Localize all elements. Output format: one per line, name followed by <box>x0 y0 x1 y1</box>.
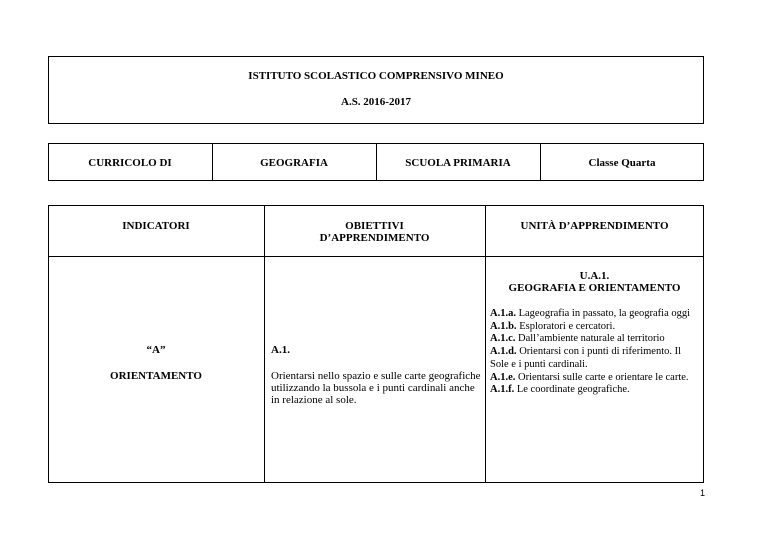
ua-item-code: A.1.f. <box>490 384 515 396</box>
curriculum-cell-school: SCUOLA PRIMARIA <box>405 157 511 169</box>
list-item <box>490 333 695 346</box>
ua-item-text: Orientarsi con i punti di riferimento. Il Sole e i punti cardinali. <box>490 346 682 370</box>
ua-item-code: A.1.b. <box>490 320 517 332</box>
ua-code: U.A.1. <box>579 270 610 282</box>
ua-item-text: Lageografia in passato, la geografia oggi <box>515 308 691 319</box>
ua-item-code: A.1.e. <box>490 371 516 383</box>
curriculum-cell-curricolo: CURRICOLO DI <box>88 157 172 169</box>
objective-text-line: Orientarsi nello spazio e sulle carte geografiche <box>271 370 481 382</box>
header-box <box>48 56 704 124</box>
ua-item-text: Dall’ambiente naturale al territorio <box>515 333 665 345</box>
table-divider <box>264 205 265 483</box>
ua-item-code: A.1.a. <box>490 308 516 319</box>
table-divider <box>485 205 486 483</box>
indicator-code: “A” <box>146 344 166 356</box>
header-obiettivi-line2: D’APPRENDIMENTO <box>319 232 430 244</box>
ua-item-code: A.1.c. <box>490 333 516 345</box>
list-item <box>490 346 695 371</box>
objective-text-line: in relazione al sole. <box>271 394 357 406</box>
header-indicatori: INDICATORI <box>122 220 190 232</box>
objective-text-line: utilizzando la bussola e i punti cardinali anche <box>271 382 475 394</box>
ua-item-code: A.1.d. <box>490 346 517 358</box>
list-item <box>490 308 695 321</box>
curriculum-cell-subject: GEOGRAFIA <box>260 157 328 169</box>
indicator-name: ORIENTAMENTO <box>110 370 202 382</box>
objective-code: A.1. <box>271 344 290 356</box>
header-unita: UNITÀ D’APPRENDIMENTO <box>520 220 669 232</box>
ua-items-list <box>490 308 695 397</box>
ua-item-text: Esploratori e cercatori. <box>516 320 616 332</box>
ua-item-text: Le coordinate geografiche. <box>514 384 630 396</box>
table-header-divider <box>48 256 704 257</box>
ua-title: GEOGRAFIA E ORIENTAMENTO <box>508 282 681 294</box>
school-name: ISTITUTO SCOLASTICO COMPRENSIVO MINEO <box>248 70 504 82</box>
list-item <box>490 372 695 385</box>
curriculum-cell-class: Classe Quarta <box>588 157 656 169</box>
page-number: 1 <box>700 488 706 498</box>
header-obiettivi-line1: OBIETTIVI <box>345 220 404 232</box>
ua-item-text: Orientarsi sulle carte e orientare le carte. <box>515 371 689 383</box>
list-item <box>490 384 695 397</box>
list-item <box>490 321 695 334</box>
school-year: A.S. 2016-2017 <box>341 96 411 108</box>
